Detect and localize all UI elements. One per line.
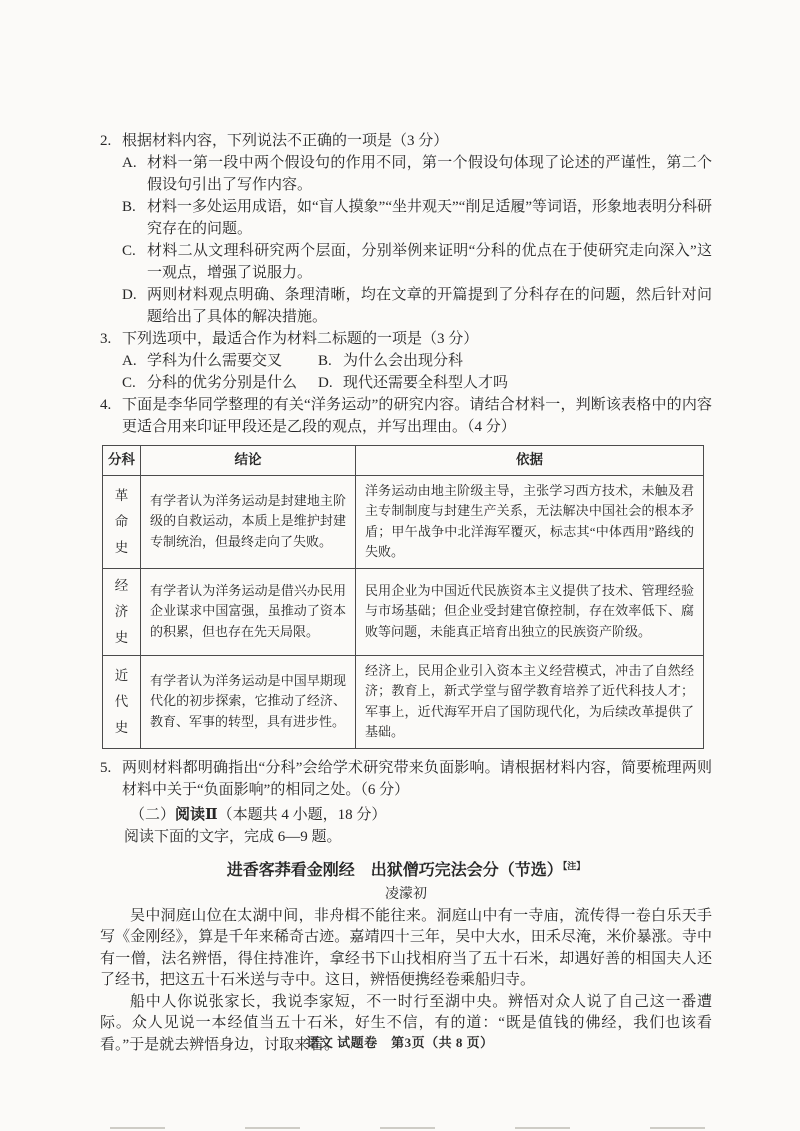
passage-note-mark: 【注】 bbox=[562, 860, 586, 871]
q2-option-a bbox=[122, 152, 712, 196]
table-cell-subject: 革命史 bbox=[114, 487, 129, 555]
question-2 bbox=[100, 130, 712, 328]
section-2-heading bbox=[100, 804, 712, 826]
q3-option-c-text: 分科的优劣分别是什么 bbox=[147, 375, 298, 391]
q3-option-a-text: 学科为什么需要交叉 bbox=[147, 353, 283, 369]
q2-option-c bbox=[122, 240, 712, 284]
q2-option-b bbox=[122, 196, 712, 240]
table-row bbox=[103, 475, 704, 568]
table-header-evidence: 依据 bbox=[356, 446, 704, 476]
passage-title-text: 进香客莽看金刚经 出狱僧巧完法会分（节选） bbox=[226, 861, 563, 879]
question-2-number: 2. bbox=[100, 133, 112, 149]
table-cell-conclusion: 有学者认为洋务运动是中国早期现代化的初步探索，它推动了经济、教育、军事的转型，具有进步性。 bbox=[141, 655, 356, 748]
question-4-number: 4. bbox=[100, 397, 112, 413]
question-4-stem: 下面是李华同学整理的有关“洋务运动”的研究内容。请结合材料一，判断该表格中的内容更适合用来印证甲段还是乙段的观点，并写出理由。（4 分） bbox=[122, 397, 712, 435]
question-3-number: 3. bbox=[100, 331, 112, 347]
q3-option-d bbox=[318, 372, 712, 394]
passage-paragraph-2: 船中人你说张家长，我说李家短，不一时行至湖中央。辨悟对众人说了自己这一番遭际。众人见说一本经值当五十石米，好生不信，有的道：“既是值钱的佛经，我们也该看看。”于是就去辨悟身边，讨取来看。 bbox=[100, 993, 712, 1053]
q2-option-c-label: C. bbox=[122, 243, 136, 259]
question-3-stem: 下列选项中，最适合作为材料二标题的一项是（3 分） bbox=[122, 331, 479, 347]
research-table bbox=[102, 445, 704, 749]
table-cell-conclusion: 有学者认为洋务运动是借兴办民用企业谋求中国富强，虽推动了资本的积累，但也存在先天局限。 bbox=[141, 568, 356, 655]
table-cell-evidence: 民用企业为中国近代民族资本主义提供了技术、管理经验与市场基础；但企业受封建官僚控制，存在效率低下、腐败等问题，未能真正培育出独立的民族资产阶级。 bbox=[356, 568, 704, 655]
q3-option-c bbox=[122, 372, 318, 394]
section-2-note: （本题共 4 小题，18 分） bbox=[217, 806, 387, 823]
table-row bbox=[103, 655, 704, 748]
question-5-number: 5. bbox=[100, 759, 112, 776]
q2-option-d-text: 两则材料观点明确、条理清晰，均在文章的开篇提到了分科存在的问题，然后针对问题给出了具体的解决措施。 bbox=[147, 287, 712, 325]
q2-option-d-label: D. bbox=[122, 287, 137, 303]
section-2-title: 阅读Ⅱ bbox=[175, 806, 218, 823]
reading-instruction: 阅读下面的文字，完成 6—9 题。 bbox=[124, 828, 342, 845]
q3-option-b bbox=[318, 350, 712, 372]
table-cell-evidence: 经济上，民用企业引入资本主义经营模式，冲击了自然经济；教育上，新式学堂与留学教育培养了近代科技人才；军事上，近代海军开启了国防现代化，为后续改革提供了基础。 bbox=[356, 655, 704, 748]
passage-author: 凌濛初 bbox=[385, 886, 427, 902]
q2-option-a-text: 材料一第一段中两个假设句的作用不同，第一个假设句体现了论述的严谨性，第二个假设句引出了写作内容。 bbox=[147, 155, 712, 193]
question-3-options bbox=[100, 350, 712, 394]
question-5-stem: 两则材料都明确指出“分科”会给学术研究带来负面影响。请根据材料内容，简要梳理两则材料中关于“负面影响”的相同之处。（6 分） bbox=[122, 759, 712, 798]
section-2-prefix: （二） bbox=[130, 806, 176, 823]
page-footer: 语文 试题卷 第3页（共 8 页） bbox=[306, 1035, 494, 1050]
q3-option-a bbox=[122, 350, 318, 372]
q3-option-a-label: A. bbox=[122, 353, 137, 369]
question-2-stem: 根据材料内容，下列说法不正确的一项是（3 分） bbox=[122, 133, 449, 149]
table-cell-subject: 经济史 bbox=[114, 577, 129, 645]
question-3 bbox=[100, 328, 712, 394]
q3-option-b-text: 为什么会出现分科 bbox=[343, 353, 464, 369]
q2-option-a-label: A. bbox=[122, 155, 137, 171]
passage-paragraph-1: 吴中洞庭山位在太湖中间，非舟楫不能往来。洞庭山中有一寺庙，流传得一卷白乐天手写《金刚经》，算是千年来稀奇古迹。嘉靖四十三年，吴中大水，田禾尽淹，米价暴涨。寺中有一僧，法名辨悟，得住持准许，拿经书下山找相府当了五十石米，却遇好善的相国夫人还了经书，把这五十石米送与寺中。这日，辨悟便携经卷乘船归寺。 bbox=[100, 907, 712, 988]
q2-option-d bbox=[122, 284, 712, 328]
table-row bbox=[103, 568, 704, 655]
q3-option-b-label: B. bbox=[318, 353, 332, 369]
table-cell-subject: 近代史 bbox=[114, 667, 129, 735]
q3-option-c-label: C. bbox=[122, 375, 136, 391]
question-5 bbox=[100, 757, 712, 801]
exam-content bbox=[100, 130, 712, 1056]
q3-option-d-label: D. bbox=[318, 375, 333, 391]
table-cell-evidence: 洋务运动由地主阶级主导，主张学习西方技术，未触及君主专制制度与封建生产关系，无法解决中国社会的根本矛盾；甲午战争中北洋海军覆灭，标志其“中体西用”路线的失败。 bbox=[356, 475, 704, 568]
table-header-row bbox=[103, 446, 704, 476]
passage-title bbox=[100, 853, 712, 884]
question-4 bbox=[100, 394, 712, 438]
question-2-options bbox=[100, 152, 712, 328]
table-header-subject: 分科 bbox=[103, 446, 141, 476]
q2-option-b-text: 材料一多处运用成语，如“盲人摸象”“坐井观天”“削足适履”等词语，形象地表明分科研究存在的问题。 bbox=[147, 199, 712, 237]
q2-option-b-label: B. bbox=[122, 199, 136, 215]
q2-option-c-text: 材料二从文理科研究两个层面，分别举例来证明“分科的优点在于使研究走向深入”这一观点，增强了说服力。 bbox=[147, 243, 712, 281]
table-cell-conclusion: 有学者认为洋务运动是封建地主阶级的自救运动，本质上是维护封建专制统治，但最终走向了失败。 bbox=[141, 475, 356, 568]
table-header-conclusion: 结论 bbox=[141, 446, 356, 476]
q3-option-d-text: 现代还需要全科型人才吗 bbox=[343, 375, 509, 391]
